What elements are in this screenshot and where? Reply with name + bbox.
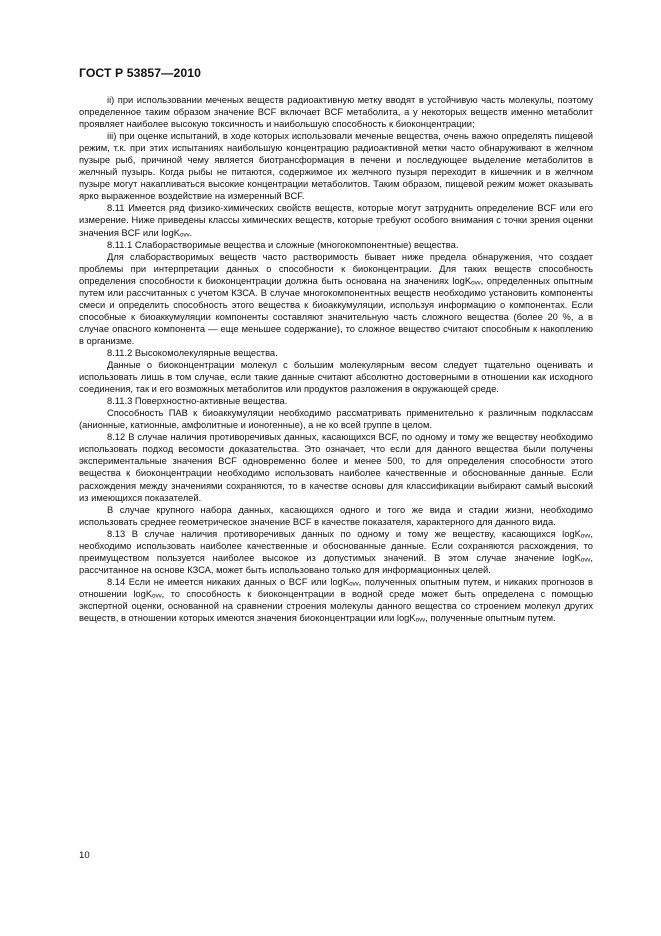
- paragraph-8-13: 8.13 В случае наличия противоречивых данных по одному и тому же веществу, касающихся logKₒᵥᵥ, необходимо использовать наиболее качественные и обоснованные данные. Если сохраняются расхождения, то преимуществом пользуется наиболее высокое из допустимых значений. В этом случае значение logKₒᵥᵥ, рассчитанное на основе КЗСА, может быть использовано только для информационных целей.: [79, 528, 593, 575]
- paragraph-8-14: 8.14 Если не имеется никаких данных о BCF или logKₒᵥᵥ, полученных опытным путем, и никаких прогнозов в отношении logKₒᵥᵥ, то способность к биоконцентрации в водной среде может быть определена с помощью экспертной оценки, основанной на сравнении строения молекулы данного вещества со строением молекул других веществ, в отношении которых имеются значения биоконцентрации или logKₒᵥᵥ, полученные опытным путем.: [79, 576, 593, 624]
- paragraph-8-12-cont: В случае крупного набора данных, касающихся одного и того же вида и стадии жизни, необходимо использовать среднее геометрическое значение BCF в качестве показателя, характерного для данного вида.: [79, 504, 593, 527]
- paragraph-iii: iii) при оценке испытаний, в ходе которых использовали меченые вещества, очень важно определять пищевой режим, т.к. при этих испытаниях наибольшую концентрацию радиоактивной метки часто обнаруживают в желчном пузыре рыб, причиной чему является биотрансформация в печени и последующее выделение метаболитов в желчный пузырь. Когда рыбы не питаются, содержимое их желчного пузыря переходит в кишечник и в желчном пузыре могут накапливаться высокие концентрации метаболитов. Таким образом, пищевой режим может оказывать ярко выраженное воздействие на измеренный BCF.: [79, 131, 593, 202]
- paragraph-8-11-1-text: Для слаборастворимых веществ часто растворимость бывает ниже предела обнаружения, что создает проблемы при интерпретации данных о способности к биоконцентрации. Для таких веществ способность определения способности к биоконцентрации должна быть основана на значениях logKₒᵥᵥ, определенных опытным путем или рассчитанных с учетом КЗСА. В случае многокомпонентных веществ необходимо установить компоненты смеси и определить способность этого вещества к биоаккумуляции, используя информацию о компонентах. Если способные к биоаккумуляции компоненты составляют значительную часть сложного вещества (более 20 %, а в случае опасного компонента — еще меньшее содержание), то сложное вещество считают способным к накоплению в организме.: [79, 251, 593, 346]
- heading-8-11-1: 8.11.1 Слаборастворимые вещества и сложные (многокомпонентные) вещества.: [107, 239, 459, 250]
- document-body: [79, 94, 593, 624]
- paragraph-ii: ii) при использовании меченых веществ радиоактивную метку вводят в устойчивую часть молекулы, поэтому определенное таким образом значение BCF включает BCF метаболита, а у некоторых веществ именно метаболит проявляет наиболее высокую токсичность и наибольшую способность к биоконцентрации;: [79, 95, 593, 130]
- heading-8-11-2: 8.11.2 Высокомолекулярные вещества.: [107, 347, 278, 358]
- paragraph-8-11-2-text: Данные о биоконцентрации молекул с большим молекулярным весом следует тщательно оценивать и использовать лишь в том случае, если такие данные считают абсолютно достоверными в отношении как исходного соединения, так и его возможных метаболитов или продуктов разложения в окружающей среде.: [79, 360, 593, 395]
- heading-8-11-3: 8.11.3 Поверхностно-активные вещества.: [107, 396, 288, 407]
- paragraph-8-11: 8.11 Имеется ряд физико-химических свойств веществ, которые могут затруднить определение BCF или его измерение. Ниже приведены классы химических веществ, которые требуют особого внимания с точки зрения оценки значения BCF или logKₒᵥᵥ.: [79, 203, 593, 238]
- page-number: 10: [79, 850, 90, 861]
- document-header: ГОСТ Р 53857—2010: [79, 66, 201, 80]
- paragraph-8-11-3-text: Способность ПАВ к биоаккумуляции необходимо рассматривать применительно к различным подклассам (анионные, катионные, амфолитные и ионогенные), а не ко всей группе в целом.: [79, 408, 593, 431]
- paragraph-8-12: 8.12 В случае наличия противоречивых данных, касающихся BCF, по одному и тому же веществу необходимо использовать подход весомости доказательства. Это означает, что если для данного вещества были получены экспериментальные значения BCF одновременно более и менее 500, то для определения способности этого вещества к биоконцентрации необходимо использовать наиболее качественные и обоснованные данные. Если расхождения между значениями сохраняются, то в качестве основы для классификации выбирают самый высокий из имеющихся показателей.: [79, 432, 593, 503]
